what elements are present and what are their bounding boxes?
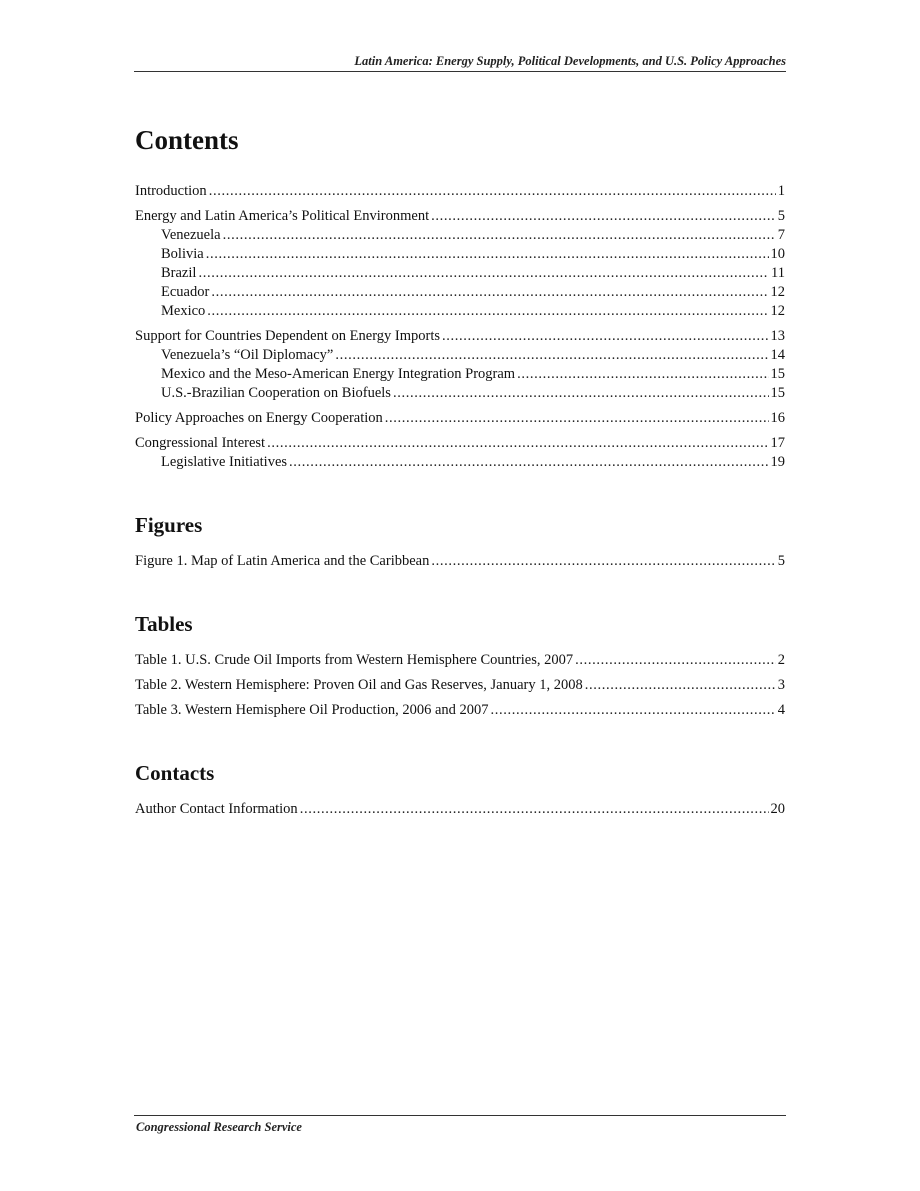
dot-leader — [209, 182, 776, 201]
contacts-list — [135, 800, 785, 819]
toc-entry-energy-imports-support[interactable] — [135, 327, 785, 346]
footer-rule — [134, 1115, 786, 1116]
toc-entry-bolivia[interactable] — [135, 245, 785, 264]
contacts-section — [135, 760, 785, 819]
toc-entry-label: Figure 1. Map of Latin America and the Caribbean — [135, 553, 430, 569]
toc-entry-congressional-interest[interactable] — [135, 434, 785, 453]
toc-entry-page: 5 — [777, 208, 785, 224]
toc-entry-label: Venezuela — [161, 227, 221, 243]
toc-entry-political-environment[interactable] — [135, 207, 785, 226]
toc-entry-page: 1 — [777, 183, 785, 199]
toc-entry-venezuela[interactable] — [135, 226, 785, 245]
toc-entry-page: 7 — [777, 227, 785, 243]
contents-list — [135, 182, 785, 472]
toc-entry-label: Venezuela’s “Oil Diplomacy” — [161, 347, 334, 363]
dot-leader — [431, 207, 776, 226]
toc-entry-meso-american-program[interactable] — [135, 365, 785, 384]
dot-leader — [300, 800, 769, 819]
toc-entry-page: 4 — [777, 702, 785, 718]
running-header: Latin America: Energy Supply, Political Developments, and U.S. Policy Approaches — [354, 54, 786, 68]
dot-leader — [491, 701, 776, 720]
tables-section — [135, 611, 785, 720]
toc-entry-page: 11 — [771, 265, 785, 281]
figures-heading: Figures — [135, 513, 203, 537]
toc-entry-page: 15 — [770, 366, 785, 382]
tables-list — [135, 651, 785, 720]
toc-entry-author-contact[interactable] — [135, 800, 785, 819]
toc-entry-page: 16 — [770, 410, 785, 426]
toc-entry-page: 17 — [770, 435, 785, 451]
dot-leader — [431, 552, 775, 571]
toc-entry-label: Table 2. Western Hemisphere: Proven Oil and Gas Reserves, January 1, 2008 — [135, 677, 583, 693]
toc-entry-label: Mexico and the Meso-American Energy Integration Program — [161, 366, 516, 382]
contents-section — [135, 120, 785, 472]
toc-entry-legislative-initiatives[interactable] — [135, 453, 785, 472]
toc-entry-label: Table 1. U.S. Crude Oil Imports from Western Hemisphere Countries, 2007 — [135, 652, 574, 668]
toc-entry-policy-approaches[interactable] — [135, 409, 785, 428]
toc-entry-label: Ecuador — [161, 284, 210, 300]
toc-entry-page: 20 — [770, 801, 785, 817]
toc-entry-table-2[interactable] — [135, 676, 785, 695]
toc-entry-label: Policy Approaches on Energy Cooperation — [135, 410, 383, 426]
running-footer: Congressional Research Service — [136, 1120, 302, 1134]
toc-entry-page: 14 — [770, 347, 785, 363]
toc-entry-oil-diplomacy[interactable] — [135, 346, 785, 365]
dot-leader — [207, 302, 768, 321]
toc-entry-label: Legislative Initiatives — [161, 454, 288, 470]
toc-entry-label: Energy and Latin America’s Political Environment — [135, 208, 430, 224]
dot-leader — [442, 327, 769, 346]
toc-entry-page: 3 — [777, 677, 785, 693]
toc-entry-label: Mexico — [161, 303, 206, 319]
dot-leader — [211, 283, 768, 302]
toc-entry-page: 2 — [777, 652, 785, 668]
toc-entry-table-1[interactable] — [135, 651, 785, 670]
dot-leader — [289, 453, 768, 472]
toc-entry-page: 10 — [770, 246, 785, 262]
toc-entry-page: 13 — [770, 328, 785, 344]
figures-section — [135, 512, 785, 571]
dot-leader — [267, 434, 768, 453]
dot-leader — [575, 651, 776, 670]
toc-entry-page: 15 — [770, 385, 785, 401]
toc-entry-page: 5 — [777, 553, 785, 569]
toc-entry-mexico[interactable] — [135, 302, 785, 321]
toc-entry-label: Bolivia — [161, 246, 204, 262]
dot-leader — [223, 226, 776, 245]
toc-entry-brazil[interactable] — [135, 264, 785, 283]
dot-leader — [393, 384, 769, 403]
toc-entry-label: Table 3. Western Hemisphere Oil Production, 2006 and 2007 — [135, 702, 489, 718]
dot-leader — [206, 245, 769, 264]
toc-entry-biofuels-cooperation[interactable] — [135, 384, 785, 403]
toc-entry-label: Congressional Interest — [135, 435, 266, 451]
dot-leader — [335, 346, 768, 365]
tables-heading: Tables — [135, 612, 193, 636]
dot-leader — [517, 365, 768, 384]
table-of-contents-page — [135, 120, 785, 819]
header-rule — [134, 71, 786, 72]
dot-leader — [385, 409, 769, 428]
toc-entry-page: 12 — [770, 284, 785, 300]
dot-leader — [198, 264, 769, 283]
toc-entry-label: Author Contact Information — [135, 801, 298, 817]
toc-entry-figure-1[interactable] — [135, 552, 785, 571]
toc-entry-label: Introduction — [135, 183, 207, 199]
contacts-heading: Contacts — [135, 761, 215, 785]
toc-entry-label: Support for Countries Dependent on Energy Imports — [135, 328, 440, 344]
toc-entry-label: Brazil — [161, 265, 197, 281]
toc-entry-label: U.S.-Brazilian Cooperation on Biofuels — [161, 385, 391, 401]
figures-list — [135, 552, 785, 571]
toc-entry-page: 12 — [770, 303, 785, 319]
dot-leader — [585, 676, 776, 695]
contents-heading: Contents — [135, 125, 239, 155]
toc-entry-ecuador[interactable] — [135, 283, 785, 302]
toc-entry-table-3[interactable] — [135, 701, 785, 720]
toc-entry-introduction[interactable] — [135, 182, 785, 201]
toc-entry-page: 19 — [770, 454, 785, 470]
